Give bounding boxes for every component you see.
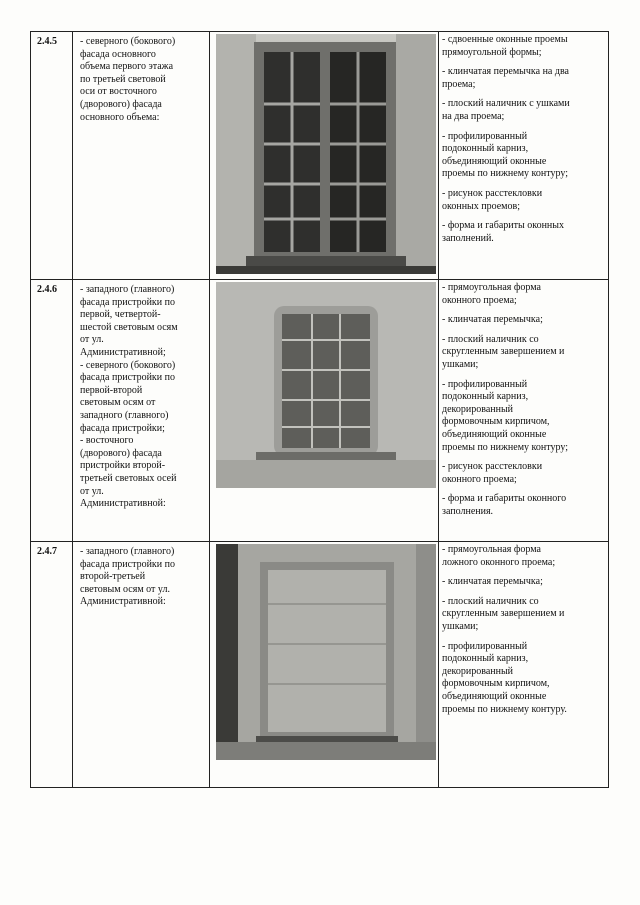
photo-paired-window xyxy=(216,34,436,274)
list-item: - рисунок расстекловки оконных проемов; xyxy=(442,187,543,212)
list-item: - сдвоенные оконные проемы прямоугольной формы; xyxy=(442,34,568,58)
list-item: - плоский наличник со скругленным завершением и ушками; xyxy=(442,595,565,632)
elements-list xyxy=(442,282,606,519)
item-number: 2.4.6 xyxy=(31,280,73,542)
list-item: - прямоугольная форма оконного проема; xyxy=(442,282,541,306)
item-number: 2.4.5 xyxy=(31,32,73,280)
item-location: - западного (главного) фасада пристройки по первой, четвертой- шестой световым осям от ул. Административной; - северного (бокового) фасада пристройки по первой-второй световым осям от западного (главного) фасада пристройки; - восточного (дворового) фасада пристройки второй- третьей световых осей от ул. Административной: xyxy=(73,280,210,542)
item-elements-cell xyxy=(439,542,609,788)
elements-list xyxy=(442,544,606,716)
list-item: - плоский наличник с ушками на два проема; xyxy=(442,98,570,122)
list-item: - профилированный подоконный карниз, декорированный формовочным кирпичом, объединяющий оконные проемы по нижнему контуру. xyxy=(442,640,567,715)
list-item: - рисунок расстекловки оконного проема; xyxy=(442,461,543,485)
photo-blind-window xyxy=(216,544,436,760)
elements-list xyxy=(442,34,606,245)
list-item: - форма и габариты оконного заполнения. xyxy=(442,493,567,517)
list-item: - профилированный подоконный карниз, объединяющий оконные проемы по нижнему контуру; xyxy=(442,130,568,180)
item-number: 2.4.7 xyxy=(31,542,73,788)
table-row xyxy=(31,542,609,788)
item-photo-cell xyxy=(210,542,439,788)
item-photo-cell xyxy=(210,32,439,280)
list-item: - клинчатая перемычка; xyxy=(442,314,543,326)
list-item: - клинчатая перемычка; xyxy=(442,576,543,588)
protected-elements-table xyxy=(30,31,609,788)
list-item: - форма и габариты оконных заполнений. xyxy=(442,220,564,244)
table-row xyxy=(31,280,609,542)
item-location: - западного (главного) фасада пристройки по второй-третьей световым осям от ул. Административной: xyxy=(73,542,210,788)
list-item: - прямоугольная форма ложного оконного проема; xyxy=(442,544,556,568)
item-location: - северного (бокового) фасада основного объема первого этажа по третьей световой оси от восточного (дворового) фасада основного объема: xyxy=(73,32,210,280)
item-elements-cell xyxy=(439,32,609,280)
table-row xyxy=(31,32,609,280)
list-item: - плоский наличник со скругленным завершением и ушками; xyxy=(442,333,565,370)
photo-single-window xyxy=(216,282,436,488)
list-item: - профилированный подоконный карниз, декорированный формовочным кирпичом, объединяющий оконные проемы по нижнему контуру; xyxy=(442,378,568,453)
item-photo-cell xyxy=(210,280,439,542)
item-elements-cell xyxy=(439,280,609,542)
list-item: - клинчатая перемычка на два проема; xyxy=(442,66,569,90)
